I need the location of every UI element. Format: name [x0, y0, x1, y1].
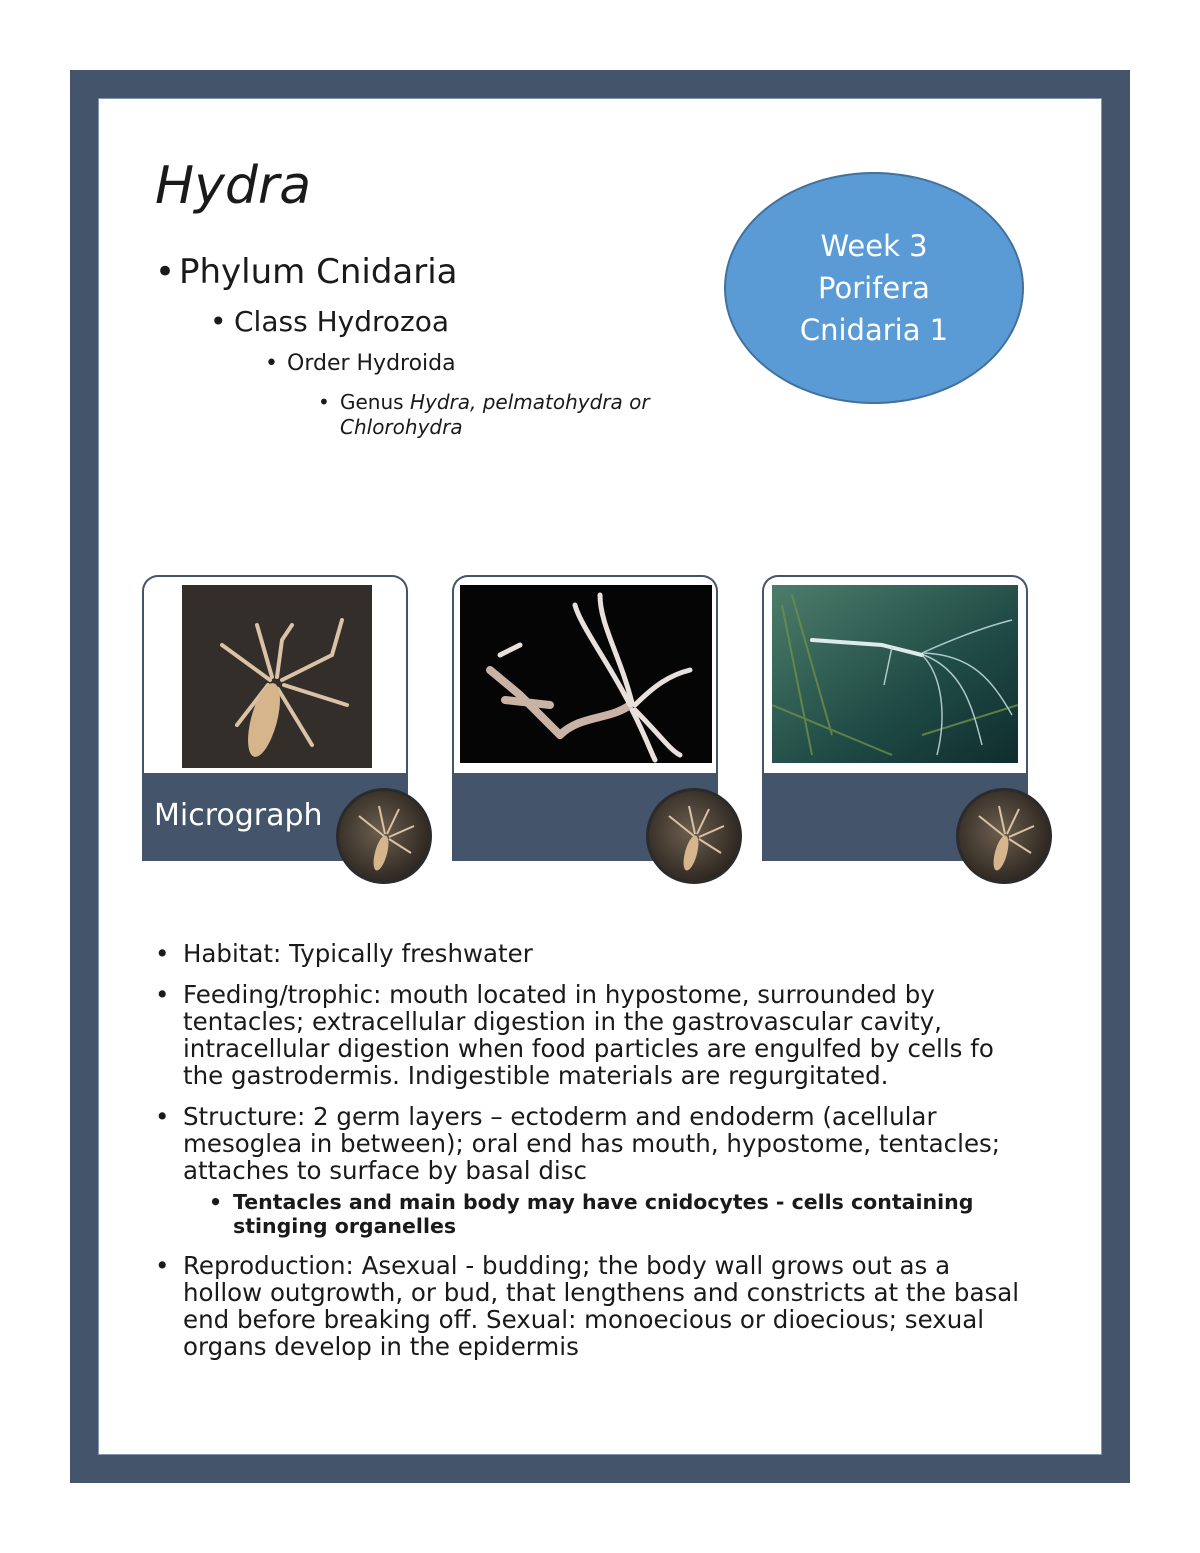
hydra-photo-icon [460, 585, 712, 763]
badge-week: Week 3 [820, 229, 928, 263]
info-reproduction: • Reproduction: Asexual - budding; the body wall grows out as a hollow outgrowth, or bud, that lengthens and constricts at the basal end before breaking off. Sexual: monoecious or dioecious; sexual organs develop in the epidermis [155, 1252, 1035, 1360]
week-badge [724, 172, 1024, 404]
info-structure: • Structure: 2 germ layers – ectoderm and endoderm (acellular mesoglea in between); oral end has mouth, hypostome, tentacles; attaches to surface by basal disc [155, 1103, 1035, 1184]
badge-topic-2: Cnidaria 1 [799, 313, 949, 347]
image-card-1 [142, 575, 408, 861]
taxonomy-genus: • Genus Hydra, pelmatohydra or Chlorohydra [318, 390, 650, 439]
page-title: Hydra [155, 156, 312, 216]
hydra-photo-icon [772, 585, 1018, 763]
image-card-2 [452, 575, 718, 861]
taxonomy-class: • Class Hydrozoa [210, 305, 449, 338]
hydra-thumbnail-icon [646, 788, 742, 884]
info-habitat: • Habitat: Typically freshwater [155, 940, 1035, 967]
hydra-thumbnail-icon [336, 788, 432, 884]
hydra-thumbnail-icon [956, 788, 1052, 884]
image-card-3 [762, 575, 1028, 861]
taxonomy-phylum: • Phylum Cnidaria [155, 252, 458, 292]
info-feeding: • Feeding/trophic: mouth located in hypostome, surrounded by tentacles; extracellular digestion in the gastrovascular cavity, intracellular digestion when food particles are engulfed by cells fo the gastrodermis. Indigestible materials are regurgitated. [155, 981, 1035, 1089]
hydra-photo-icon [182, 585, 372, 768]
info-list [155, 940, 1035, 1374]
card-label-micrograph: Micrograph [154, 798, 323, 833]
badge-topic-1: Porifera [818, 271, 930, 305]
taxonomy-order: • Order Hydroida [265, 351, 456, 376]
info-structure-sub: • Tentacles and main body may have cnidocytes - cells containing stinging organelles [209, 1190, 1035, 1238]
